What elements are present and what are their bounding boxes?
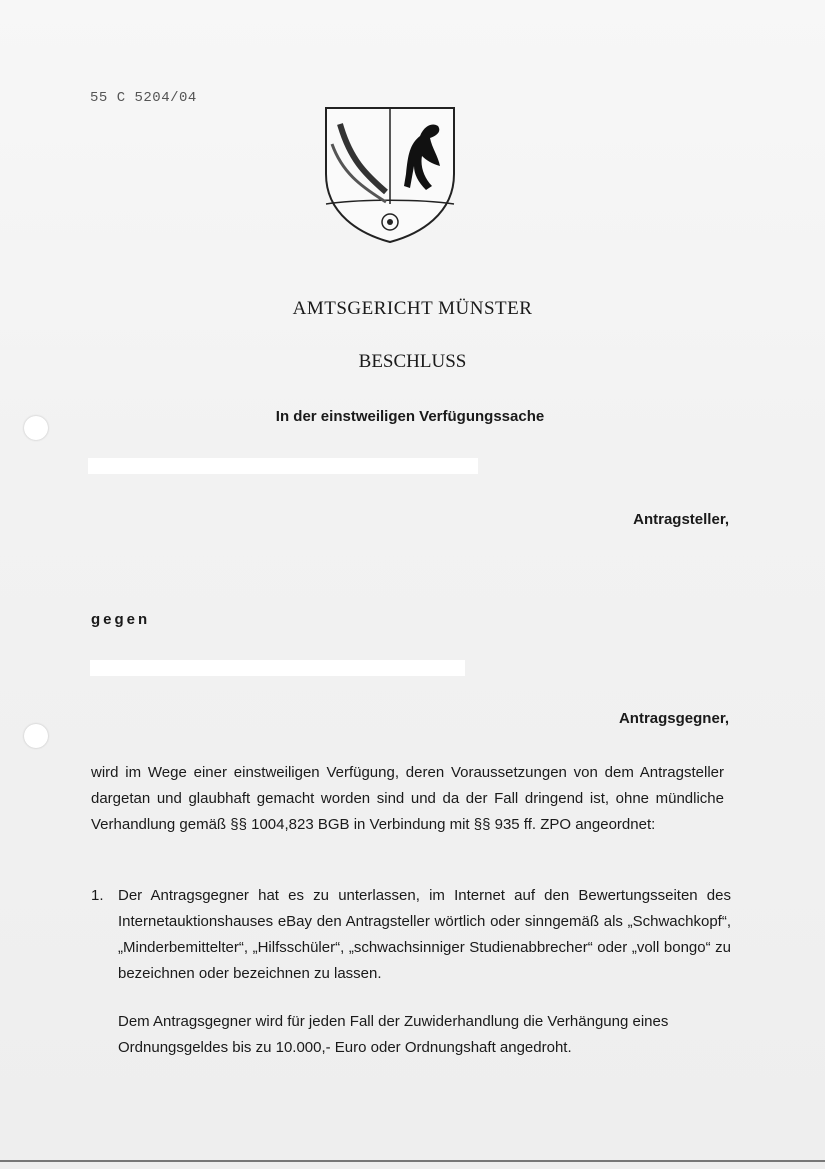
punch-hole-bottom [24, 724, 48, 748]
punch-hole-top [24, 416, 48, 440]
redacted-respondent [90, 660, 465, 676]
party-respondent: Antragsgegner, [618, 710, 729, 727]
order-item [91, 883, 731, 1061]
party-applicant: Antragsteller, [633, 511, 729, 528]
scan-edge [0, 1160, 825, 1162]
proceeding-title: In der einstweiligen Verfügungssache [275, 408, 545, 425]
decision-type: BESCHLUSS [358, 351, 467, 372]
versus-label: gegen [91, 611, 151, 628]
item-text: Der Antragsgegner hat es zu unterlassen, im Internet auf den Bewertungsseiten des Internetauktionshauses eBay den Antragsteller wörtlich oder sinngemäß als „Schwachkopf“, „Minderbemittelter“, „Hilfsschüler“, „schwachsinniger Studienabbrecher“ oder „voll bongo“ zu bezeichnen oder bezeichnen zu lassen. [118, 887, 731, 982]
nrw-coat-of-arms-icon [320, 104, 460, 244]
item-penalty: Dem Antragsgegner wird für jeden Fall der Zuwiderhandlung die Verhängung eines Ordnungsgeldes bis zu 10.000,- Euro oder Ordnungshaft angedroht. [118, 1013, 669, 1056]
order-intro: wird im Wege einer einstweiligen Verfügung, deren Voraussetzungen von dem Antragsteller dargetan und glaubhaft gemacht worden sind und da der Fall dringend ist, ohne mündliche Verhandlung gemäß §§ 1004,823 BGB in Verbindung mit §§ 935 ff. ZPO angeordnet: [91, 764, 724, 833]
court-name: AMTSGERICHT MÜNSTER [292, 298, 533, 319]
redacted-applicant [88, 458, 478, 474]
item-number: 1. [91, 887, 104, 904]
case-reference: 55 C 5204/04 [90, 90, 197, 106]
